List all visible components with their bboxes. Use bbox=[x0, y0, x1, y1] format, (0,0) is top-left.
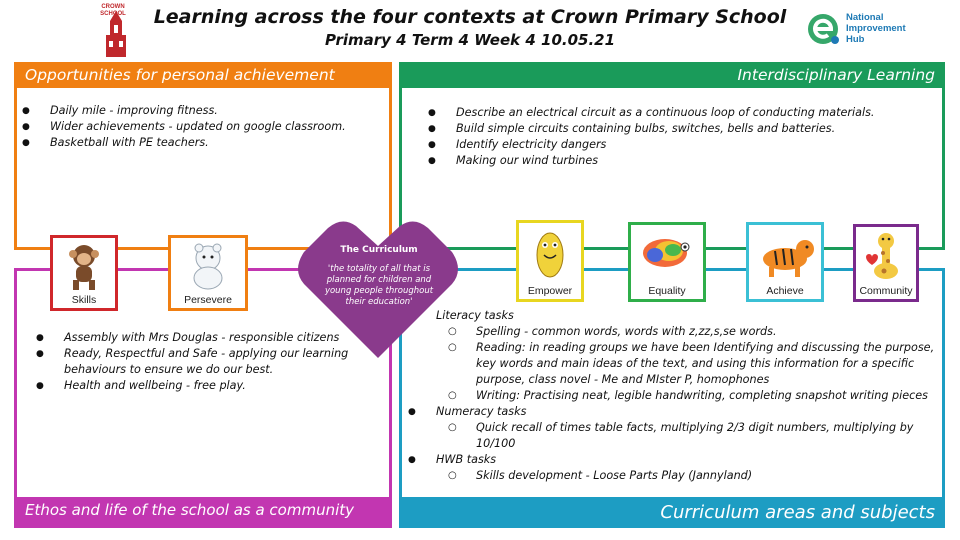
tiger-icon bbox=[749, 225, 821, 283]
achieve-label: Achieve bbox=[766, 285, 804, 297]
skills-label: Skills bbox=[71, 294, 97, 306]
list-item: ○ Quick recall of times table facts, multiplying 2/3 digit numbers, multiplying by 10/100 bbox=[436, 420, 938, 452]
curriculum-title: Curriculum areas and subjects bbox=[399, 497, 945, 528]
heart-content bbox=[312, 245, 446, 308]
hwb-heading: HWB tasks bbox=[436, 453, 497, 466]
list-item: ○ Writing: Practising neat, legible handwriting, completing snapshot writing pieces bbox=[436, 388, 938, 404]
list-item bbox=[408, 452, 938, 484]
giraffe-icon bbox=[856, 227, 916, 285]
list-item: ● Identify electricity dangers bbox=[428, 137, 938, 153]
community-label: Community bbox=[859, 285, 913, 297]
page-subtitle: Primary 4 Term 4 Week 4 10.05.21 bbox=[324, 31, 616, 49]
polar-bear-icon bbox=[171, 238, 245, 294]
list-item: ● Making our wind turbines bbox=[428, 153, 938, 169]
list-item bbox=[408, 404, 938, 452]
list-item bbox=[408, 308, 938, 404]
literacy-sublist bbox=[436, 324, 938, 404]
achieve-value-card bbox=[746, 222, 824, 302]
list-item: ● Basketball with PE teachers. bbox=[22, 135, 382, 151]
curriculum-list bbox=[408, 308, 938, 484]
list-item: ○ Reading: in reading groups we have been Identifying and discussing the purpose, key words and main ideas of the text, and using this information for a specific purpose, class novel - Me and MIster P, homophones bbox=[436, 340, 938, 388]
nih-logo-text: National Improvement Hub bbox=[846, 12, 906, 45]
personal-achievement-title: Opportunities for personal achievement bbox=[14, 62, 392, 88]
equality-value-card bbox=[628, 222, 706, 302]
list-item: ● Wider achievements - updated on google classroom. bbox=[22, 119, 382, 135]
literacy-heading: Literacy tasks bbox=[436, 309, 514, 322]
list-item: ● Daily mile - improving fitness. bbox=[22, 103, 382, 119]
list-item: ● Health and wellbeing - free play. bbox=[36, 378, 352, 394]
interdisciplinary-title: Interdisciplinary Learning bbox=[399, 62, 945, 88]
list-item: ● Describe an electrical circuit as a continuous loop of conducting materials. bbox=[428, 105, 938, 121]
monkey-icon bbox=[53, 238, 115, 294]
skills-value-card bbox=[50, 235, 118, 311]
yellow-monster-icon bbox=[519, 223, 581, 285]
equality-label: Equality bbox=[648, 285, 686, 297]
hwb-sublist bbox=[436, 468, 938, 484]
list-item: ○ Skills development - Loose Parts Play (Jannyland) bbox=[436, 468, 938, 484]
numeracy-sublist bbox=[436, 420, 938, 452]
nih-logo-icon bbox=[806, 12, 842, 46]
community-value-card bbox=[853, 224, 919, 302]
persevere-label: Persevere bbox=[184, 294, 232, 306]
rainbow-chameleon-icon bbox=[631, 225, 703, 283]
list-item: ○ Spelling - common words, words with z,zz,s,se words. bbox=[436, 324, 938, 340]
crest-lettering: CROWN SCHOOL bbox=[100, 4, 126, 17]
list-item: ● Build simple circuits containing bulbs, switches, bells and batteries. bbox=[428, 121, 938, 137]
interdisciplinary-list bbox=[428, 105, 938, 169]
empower-label: Empower bbox=[527, 285, 573, 297]
page-title: Learning across the four contexts at Crown Primary School bbox=[153, 6, 787, 28]
numeracy-heading: Numeracy tasks bbox=[436, 405, 527, 418]
ethos-title: Ethos and life of the school as a community bbox=[14, 497, 392, 525]
heart-quote: 'the totality of all that is planned for children and young people throughout their education' bbox=[324, 264, 434, 307]
heart-title: The Curriculum bbox=[340, 245, 418, 255]
persevere-value-card bbox=[168, 235, 248, 311]
empower-value-card bbox=[516, 220, 584, 302]
list-item: ● Ready, Respectful and Safe - applying our learning behaviours to ensure we do our best. bbox=[36, 346, 352, 378]
list-item: ● Assembly with Mrs Douglas - responsible citizens bbox=[36, 330, 352, 346]
personal-achievement-list bbox=[22, 103, 382, 151]
